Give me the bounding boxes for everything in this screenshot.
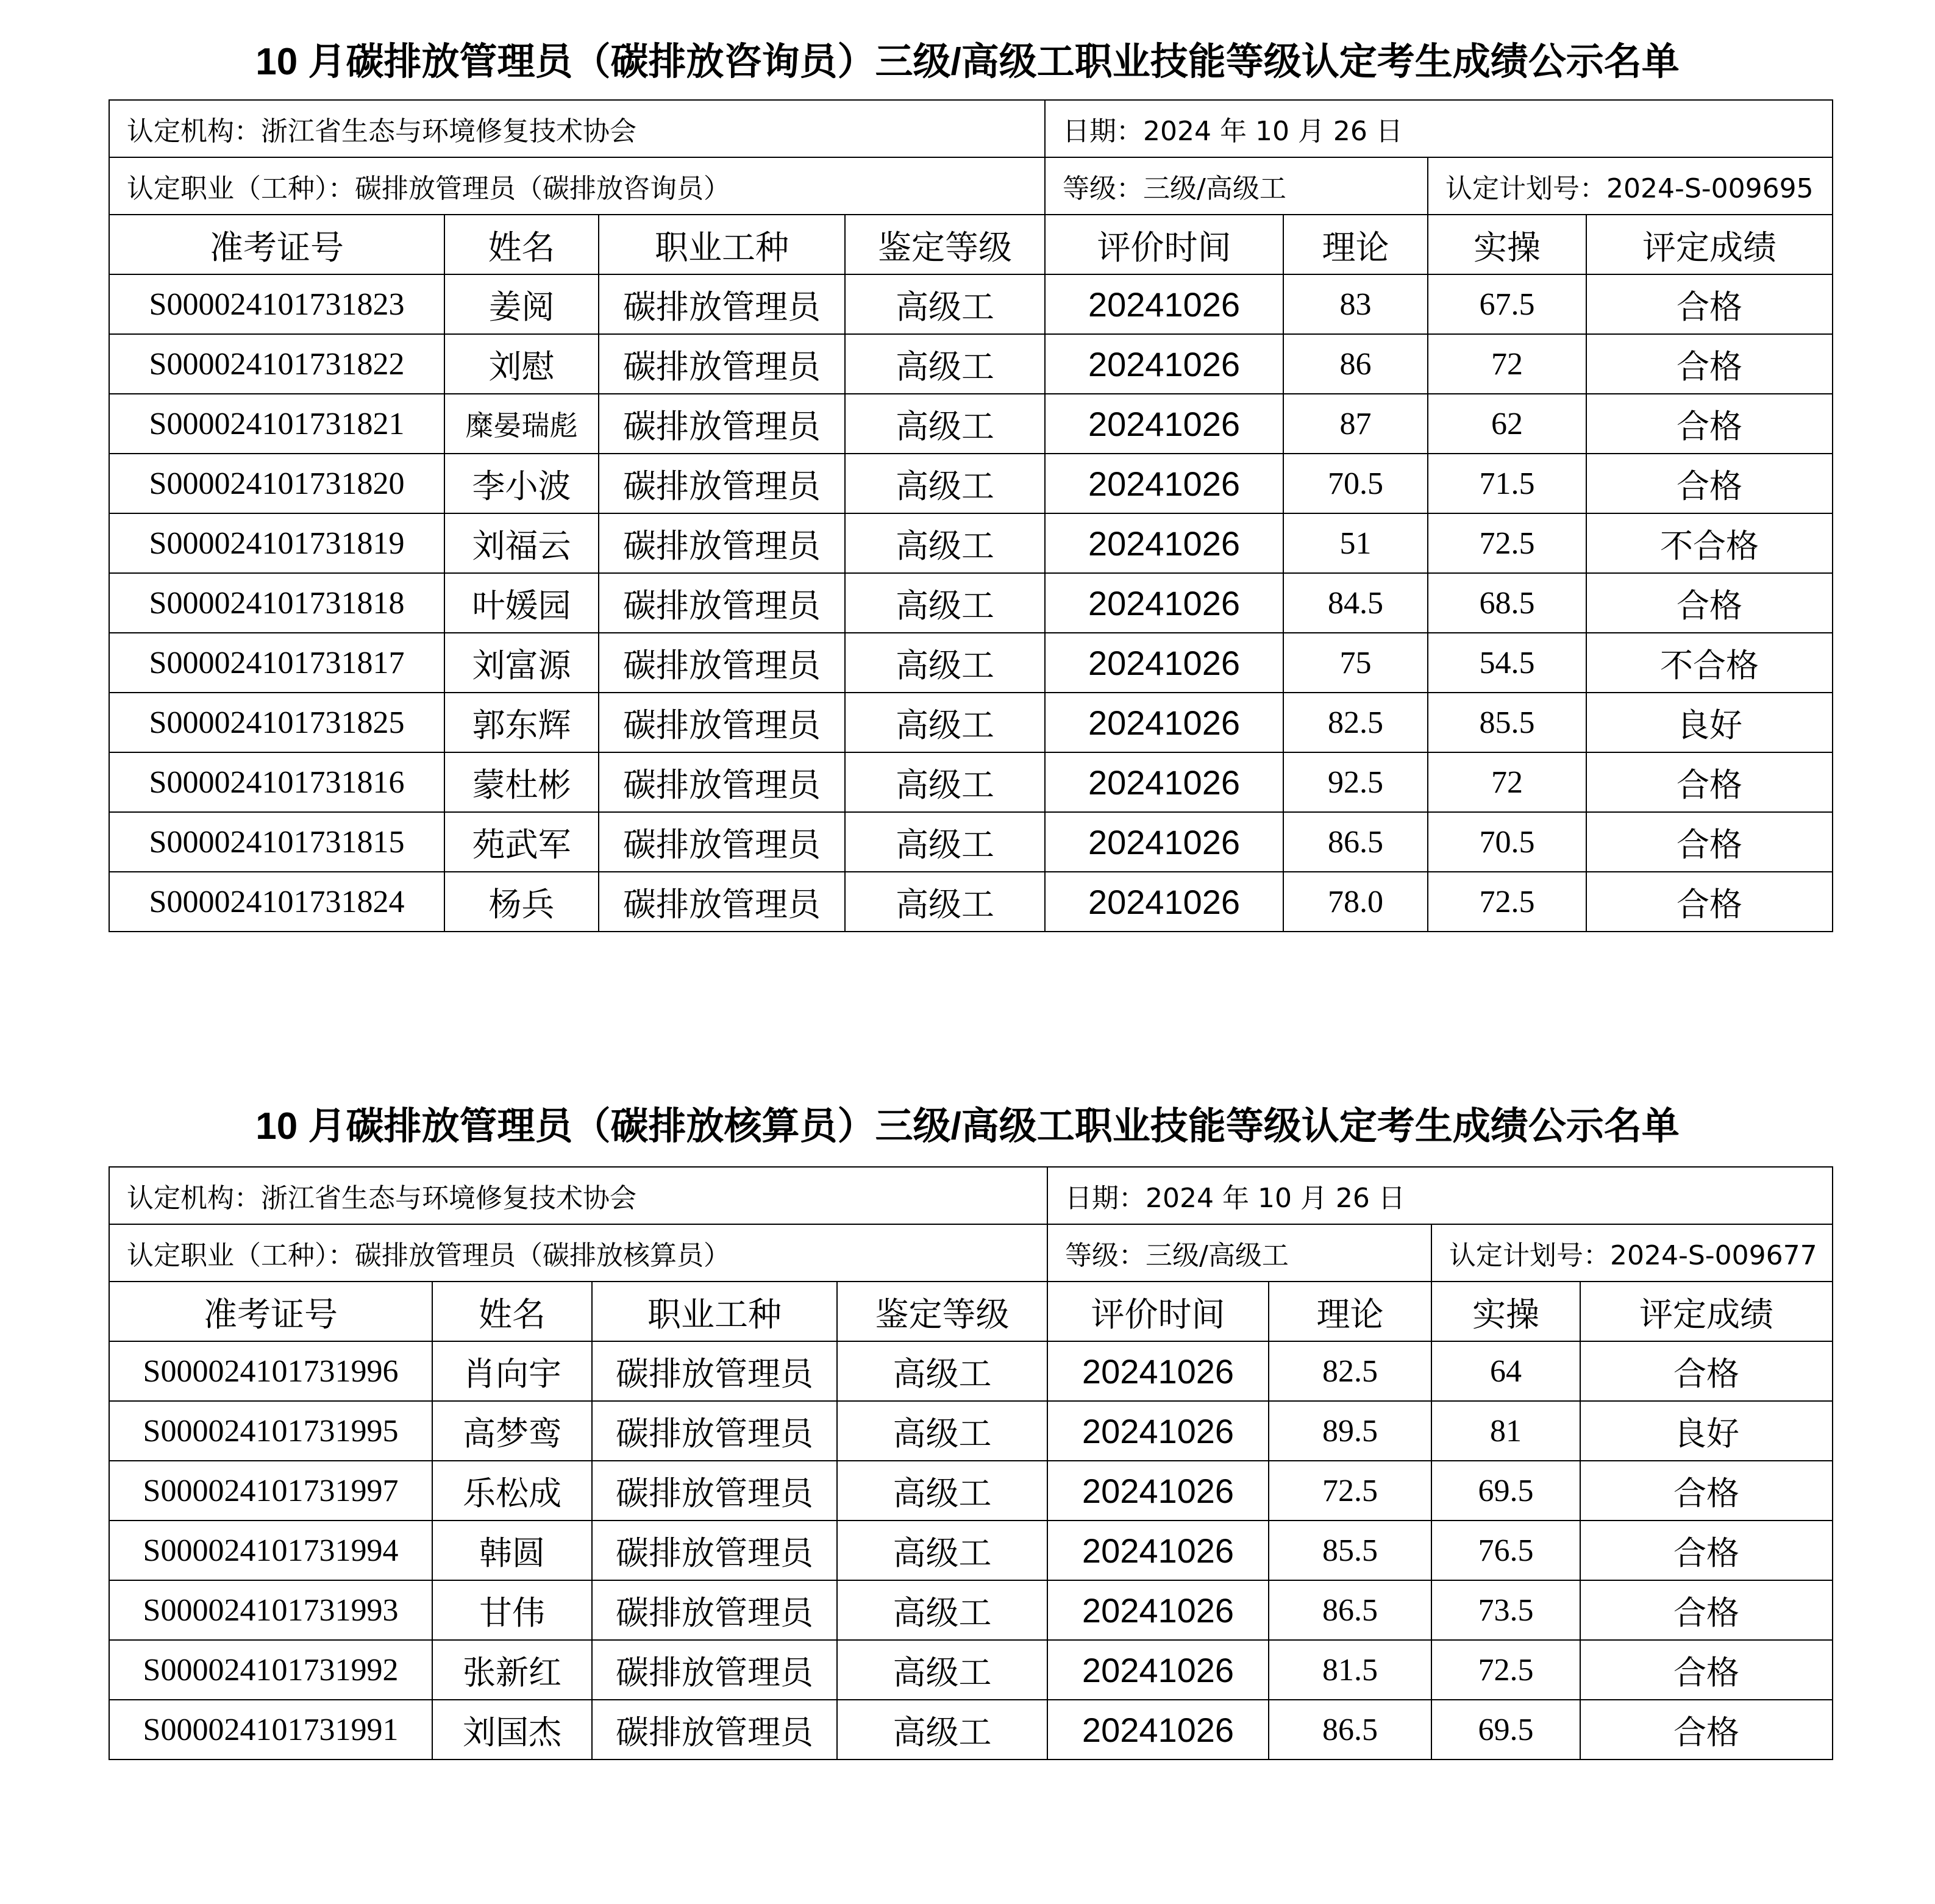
name-cell: 姜阅 [444, 274, 599, 334]
occupation-label: 认定职业（工种）： [127, 1240, 355, 1271]
theory-score-cell: 92.5 [1283, 752, 1428, 812]
name-cell: 高梦鸾 [432, 1401, 592, 1461]
level-cell [1045, 157, 1428, 215]
occupation-cell: 碳排放管理员 [599, 633, 845, 693]
level-cell: 高级工 [837, 1401, 1047, 1461]
exam-id-cell: S000024101731991 [109, 1700, 432, 1760]
practice-score-cell: 69.5 [1431, 1700, 1580, 1760]
exam-id-cell: S000024101731817 [109, 633, 444, 693]
column-header-result: 评定成绩 [1580, 1282, 1833, 1341]
name-cell: 刘富源 [444, 633, 599, 693]
name-cell: 刘福云 [444, 513, 599, 573]
table-row [109, 693, 1833, 752]
occupation-cell: 碳排放管理员 [599, 693, 845, 752]
result-cell: 合格 [1580, 1521, 1833, 1580]
table-row [109, 334, 1833, 394]
table-row [109, 812, 1833, 872]
theory-score-cell: 86.5 [1283, 812, 1428, 872]
eval-date-cell: 20241026 [1045, 274, 1283, 334]
practice-score-cell: 76.5 [1431, 1521, 1580, 1580]
table-row [109, 1521, 1833, 1580]
table-row [109, 1461, 1833, 1521]
level-cell: 高级工 [845, 573, 1045, 633]
info-row-organization [109, 100, 1833, 157]
result-cell: 不合格 [1586, 513, 1833, 573]
name-cell: 韩圆 [432, 1521, 592, 1580]
theory-score-cell: 70.5 [1283, 454, 1428, 513]
practice-score-cell: 72.5 [1428, 872, 1586, 932]
level-label: 等级： [1063, 173, 1143, 204]
level-value: 三级/高级工 [1146, 1240, 1289, 1271]
column-header-theory: 理论 [1283, 215, 1428, 274]
eval-date-cell: 20241026 [1045, 454, 1283, 513]
theory-score-cell: 72.5 [1269, 1461, 1431, 1521]
practice-score-cell: 70.5 [1428, 812, 1586, 872]
result-cell: 合格 [1586, 752, 1833, 812]
occupation-cell: 碳排放管理员 [599, 394, 845, 454]
name-cell: 苑武军 [444, 812, 599, 872]
column-header-theory: 理论 [1269, 1282, 1431, 1341]
practice-score-cell: 64 [1431, 1341, 1580, 1401]
result-cell: 合格 [1586, 573, 1833, 633]
result-cell: 合格 [1586, 454, 1833, 513]
table-header-row [109, 215, 1833, 274]
exam-id-cell: S000024101731816 [109, 752, 444, 812]
column-header-practice: 实操 [1431, 1282, 1580, 1341]
exam-id-cell: S000024101731821 [109, 394, 444, 454]
table-row [109, 1341, 1833, 1401]
eval-date-cell: 20241026 [1045, 334, 1283, 394]
exam-id-cell: S000024101731823 [109, 274, 444, 334]
result-cell: 良好 [1580, 1401, 1833, 1461]
plan-number-value: 2024-S-009677 [1610, 1240, 1817, 1271]
occupation-cell: 碳排放管理员 [599, 872, 845, 932]
organization-cell [109, 1167, 1047, 1224]
level-cell: 高级工 [837, 1700, 1047, 1760]
organization-cell [109, 100, 1045, 157]
date-label: 日期： [1063, 116, 1143, 147]
theory-score-cell: 82.5 [1283, 693, 1428, 752]
exam-id-cell: S000024101731992 [109, 1640, 432, 1700]
occupation-cell: 碳排放管理员 [592, 1580, 837, 1640]
exam-id-cell: S000024101731993 [109, 1580, 432, 1640]
column-header-practice: 实操 [1428, 215, 1586, 274]
level-cell: 高级工 [845, 633, 1045, 693]
date-cell [1045, 100, 1833, 157]
results-body [109, 274, 1833, 932]
eval-date-cell: 20241026 [1045, 394, 1283, 454]
eval-date-cell: 20241026 [1047, 1700, 1269, 1760]
result-cell: 合格 [1580, 1700, 1833, 1760]
column-header-occupation: 职业工种 [599, 215, 845, 274]
level-cell: 高级工 [845, 454, 1045, 513]
theory-score-cell: 75 [1283, 633, 1428, 693]
level-cell: 高级工 [845, 872, 1045, 932]
name-cell: 肖向宇 [432, 1341, 592, 1401]
exam-id-cell: S000024101731818 [109, 573, 444, 633]
exam-id-cell: S000024101731822 [109, 334, 444, 394]
organization-label: 认定机构： [127, 116, 261, 147]
eval-date-cell: 20241026 [1047, 1640, 1269, 1700]
column-header-name: 姓名 [432, 1282, 592, 1341]
plan-number-cell [1431, 1224, 1833, 1282]
date-value: 2024 年 10 月 26 日 [1146, 1183, 1405, 1214]
occupation-cell: 碳排放管理员 [592, 1401, 837, 1461]
name-cell: 刘慰 [444, 334, 599, 394]
occupation-cell: 碳排放管理员 [599, 752, 845, 812]
level-cell: 高级工 [845, 812, 1045, 872]
level-label: 等级： [1065, 1240, 1146, 1271]
level-cell: 高级工 [845, 513, 1045, 573]
occupation-cell: 碳排放管理员 [599, 812, 845, 872]
level-cell: 高级工 [837, 1341, 1047, 1401]
theory-score-cell: 84.5 [1283, 573, 1428, 633]
result-cell: 合格 [1586, 872, 1833, 932]
date-label: 日期： [1065, 1183, 1146, 1214]
exam-id-cell: S000024101731825 [109, 693, 444, 752]
eval-date-cell: 20241026 [1045, 513, 1283, 573]
column-header-level: 鉴定等级 [837, 1282, 1047, 1341]
eval-date-cell: 20241026 [1045, 693, 1283, 752]
practice-score-cell: 54.5 [1428, 633, 1586, 693]
result-cell: 合格 [1580, 1461, 1833, 1521]
organization-value: 浙江省生态与环境修复技术协会 [261, 116, 636, 147]
theory-score-cell: 86.5 [1269, 1700, 1431, 1760]
eval-date-cell: 20241026 [1047, 1401, 1269, 1461]
column-header-eval-date: 评价时间 [1047, 1282, 1269, 1341]
table-row [109, 1401, 1833, 1461]
theory-score-cell: 89.5 [1269, 1401, 1431, 1461]
table-row [109, 454, 1833, 513]
level-cell: 高级工 [837, 1640, 1047, 1700]
plan-number-value: 2024-S-009695 [1606, 173, 1814, 204]
exam-id-cell: S000024101731819 [109, 513, 444, 573]
occupation-cell: 碳排放管理员 [592, 1461, 837, 1521]
column-header-level: 鉴定等级 [845, 215, 1045, 274]
table-row [109, 872, 1833, 932]
occupation-cell: 碳排放管理员 [599, 513, 845, 573]
table-row [109, 274, 1833, 334]
table-row [109, 513, 1833, 573]
table-row [109, 1700, 1833, 1760]
eval-date-cell: 20241026 [1045, 752, 1283, 812]
result-cell: 良好 [1586, 693, 1833, 752]
result-cell: 合格 [1586, 334, 1833, 394]
section-1-title: 10 月碳排放管理员（碳排放咨询员）三级/高级工职业技能等级认定考生成绩公示名单 [255, 41, 1680, 83]
theory-score-cell: 83 [1283, 274, 1428, 334]
column-header-eval-date: 评价时间 [1045, 215, 1283, 274]
results-table-consulting [109, 99, 1833, 932]
result-cell: 合格 [1586, 394, 1833, 454]
name-cell: 刘国杰 [432, 1700, 592, 1760]
exam-id-cell: S000024101731996 [109, 1341, 432, 1401]
exam-id-cell: S000024101731995 [109, 1401, 432, 1461]
level-cell: 高级工 [845, 693, 1045, 752]
practice-score-cell: 85.5 [1428, 693, 1586, 752]
result-cell: 合格 [1580, 1341, 1833, 1401]
result-cell: 合格 [1586, 812, 1833, 872]
theory-score-cell: 51 [1283, 513, 1428, 573]
level-cell: 高级工 [845, 334, 1045, 394]
occupation-cell: 碳排放管理员 [599, 274, 845, 334]
practice-score-cell: 72.5 [1428, 513, 1586, 573]
practice-score-cell: 72.5 [1431, 1640, 1580, 1700]
name-cell: 乐松成 [432, 1461, 592, 1521]
theory-score-cell: 78.0 [1283, 872, 1428, 932]
eval-date-cell: 20241026 [1045, 812, 1283, 872]
column-header-exam-id: 准考证号 [109, 1282, 432, 1341]
exam-id-cell: S000024101731815 [109, 812, 444, 872]
date-cell [1047, 1167, 1833, 1224]
eval-date-cell: 20241026 [1045, 872, 1283, 932]
info-row-occupation [109, 1224, 1833, 1282]
practice-score-cell: 69.5 [1431, 1461, 1580, 1521]
occupation-value: 碳排放管理员（碳排放核算员） [355, 1240, 730, 1271]
plan-number-label: 认定计划号： [1445, 173, 1606, 204]
name-cell: 杨兵 [444, 872, 599, 932]
results-table-accounting [109, 1166, 1833, 1760]
info-row-organization [109, 1167, 1833, 1224]
table-row [109, 1640, 1833, 1700]
result-cell: 合格 [1580, 1640, 1833, 1700]
exam-id-cell: S000024101731997 [109, 1461, 432, 1521]
eval-date-cell: 20241026 [1047, 1461, 1269, 1521]
table-row [109, 752, 1833, 812]
column-header-result: 评定成绩 [1586, 215, 1833, 274]
plan-number-cell [1428, 157, 1833, 215]
practice-score-cell: 68.5 [1428, 573, 1586, 633]
occupation-cell: 碳排放管理员 [592, 1521, 837, 1580]
exam-id-cell: S000024101731824 [109, 872, 444, 932]
theory-score-cell: 82.5 [1269, 1341, 1431, 1401]
level-cell: 高级工 [845, 394, 1045, 454]
info-row-occupation [109, 157, 1833, 215]
eval-date-cell: 20241026 [1045, 573, 1283, 633]
eval-date-cell: 20241026 [1047, 1341, 1269, 1401]
name-cell: 叶媛园 [444, 573, 599, 633]
table-row [109, 1580, 1833, 1640]
practice-score-cell: 73.5 [1431, 1580, 1580, 1640]
table-row [109, 394, 1833, 454]
result-cell: 合格 [1586, 274, 1833, 334]
level-value: 三级/高级工 [1143, 173, 1286, 204]
level-cell: 高级工 [837, 1580, 1047, 1640]
theory-score-cell: 86 [1283, 334, 1428, 394]
result-cell: 合格 [1580, 1580, 1833, 1640]
plan-number-label: 认定计划号： [1449, 1240, 1610, 1271]
results-body [109, 1341, 1833, 1760]
section-2-title: 10 月碳排放管理员（碳排放核算员）三级/高级工职业技能等级认定考生成绩公示名单 [255, 1105, 1680, 1147]
level-cell: 高级工 [837, 1521, 1047, 1580]
theory-score-cell: 87 [1283, 394, 1428, 454]
theory-score-cell: 85.5 [1269, 1521, 1431, 1580]
exam-id-cell: S000024101731820 [109, 454, 444, 513]
practice-score-cell: 71.5 [1428, 454, 1586, 513]
name-cell: 甘伟 [432, 1580, 592, 1640]
theory-score-cell: 86.5 [1269, 1580, 1431, 1640]
practice-score-cell: 72 [1428, 752, 1586, 812]
level-cell [1047, 1224, 1431, 1282]
theory-score-cell: 81.5 [1269, 1640, 1431, 1700]
eval-date-cell: 20241026 [1047, 1580, 1269, 1640]
organization-value: 浙江省生态与环境修复技术协会 [261, 1183, 636, 1214]
column-header-exam-id: 准考证号 [109, 215, 444, 274]
name-cell: 李小波 [444, 454, 599, 513]
level-cell: 高级工 [845, 752, 1045, 812]
organization-label: 认定机构： [127, 1183, 261, 1214]
column-header-occupation: 职业工种 [592, 1282, 837, 1341]
practice-score-cell: 62 [1428, 394, 1586, 454]
occupation-cell: 碳排放管理员 [592, 1700, 837, 1760]
date-value: 2024 年 10 月 26 日 [1143, 116, 1403, 147]
practice-score-cell: 81 [1431, 1401, 1580, 1461]
occupation-cell: 碳排放管理员 [599, 334, 845, 394]
occupation-cell [109, 1224, 1047, 1282]
column-header-name: 姓名 [444, 215, 599, 274]
eval-date-cell: 20241026 [1047, 1521, 1269, 1580]
level-cell: 高级工 [837, 1461, 1047, 1521]
exam-id-cell: S000024101731994 [109, 1521, 432, 1580]
occupation-label: 认定职业（工种）： [127, 173, 355, 204]
occupation-cell [109, 157, 1045, 215]
level-cell: 高级工 [845, 274, 1045, 334]
table-row [109, 573, 1833, 633]
occupation-cell: 碳排放管理员 [599, 573, 845, 633]
occupation-cell: 碳排放管理员 [592, 1640, 837, 1700]
occupation-cell: 碳排放管理员 [592, 1341, 837, 1401]
practice-score-cell: 72 [1428, 334, 1586, 394]
eval-date-cell: 20241026 [1045, 633, 1283, 693]
occupation-cell: 碳排放管理员 [599, 454, 845, 513]
name-cell: 糜晏瑞彪 [444, 394, 599, 454]
table-header-row [109, 1282, 1833, 1341]
occupation-value: 碳排放管理员（碳排放咨询员） [355, 173, 730, 204]
name-cell: 郭东辉 [444, 693, 599, 752]
practice-score-cell: 67.5 [1428, 274, 1586, 334]
name-cell: 张新红 [432, 1640, 592, 1700]
table-row [109, 633, 1833, 693]
result-cell: 不合格 [1586, 633, 1833, 693]
name-cell: 蒙杜彬 [444, 752, 599, 812]
